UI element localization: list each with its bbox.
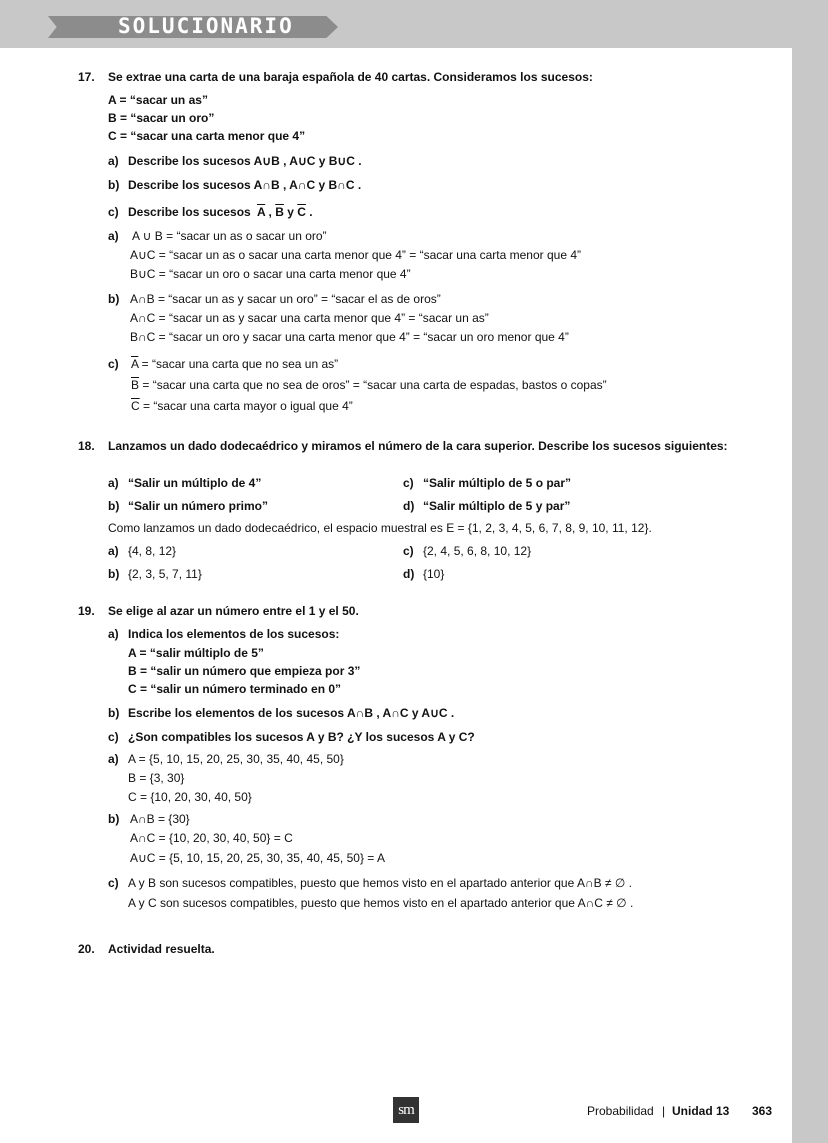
q19-event-b: B = “salir un número que empieza por 3” — [128, 664, 361, 678]
q18-number: 18. — [78, 439, 95, 453]
q17-ans-a-3: B∪C = “sacar un oro o sacar una carta menor que 4” — [130, 267, 411, 281]
q17-statement: Se extrae una carta de una baraja española de 40 cartas. Consideramos los sucesos: — [108, 70, 593, 84]
q17-ans-b-2: A∩C = “sacar un as y sacar una carta menor que 4” = “sacar un as” — [130, 311, 489, 325]
footer-subject: Probabilidad — [587, 1104, 654, 1118]
q17-part-c — [128, 205, 313, 220]
q18-ans-c-label: c) — [403, 544, 414, 558]
q18-ans-b: {2, 3, 5, 7, 11} — [128, 567, 202, 581]
q18-ans-d: {10} — [423, 567, 445, 581]
q19-number: 19. — [78, 604, 95, 618]
q19-ans-c-1: A y B son sucesos compatibles, puesto que hemos visto en el apartado anterior que A∩B ≠ ∅ . — [128, 876, 632, 890]
q17-part-a-label: a) — [108, 154, 119, 168]
q17-ans-a-2: A∪C = “sacar un as o sacar una carta menor que 4” = “sacar una carta menor que 4” — [130, 248, 582, 262]
q19-ans-b-2: A∩C = {10, 20, 30, 40, 50} = C — [130, 831, 293, 845]
q18-part-b-label: b) — [108, 499, 120, 513]
q18-ans-d-label: d) — [403, 567, 415, 581]
q17-ans-a-1: A ∪ B = “sacar un as o sacar un oro” — [132, 229, 327, 243]
q17-event-b: B = “sacar un oro” — [108, 111, 215, 125]
footer-separator: | — [662, 1104, 666, 1118]
q19-ans-a-3: C = {10, 20, 30, 40, 50} — [128, 790, 252, 804]
q20-statement: Actividad resuelta. — [108, 942, 215, 956]
q17-part-a: Describe los sucesos A∪B , A∪C y B∪C . — [128, 154, 362, 168]
q18-sample-space: Como lanzamos un dado dodecaédrico, el espacio muestral es E = {1, 2, 3, 4, 5, 6, 7, 8, 9, 10, 11, 12}. — [108, 521, 652, 535]
q19-event-a: A = “salir múltiplo de 5” — [128, 646, 264, 660]
page-title: SOLUCIONARIO — [118, 14, 294, 38]
q17-ans-c-label: c) — [108, 357, 119, 371]
sep: . — [305, 205, 313, 219]
q19-ans-c-label: c) — [108, 876, 119, 890]
q18-part-d-label: d) — [403, 499, 415, 513]
text: = “sacar una carta que no sea un as” — [138, 357, 339, 371]
q17-ans-c-1 — [131, 357, 338, 372]
sep: y — [283, 205, 298, 219]
q19-ans-c-2: A y C son sucesos compatibles, puesto que hemos visto en el apartado anterior que A∩C ≠ ∅ . — [128, 896, 634, 910]
q18-statement: Lanzamos un dado dodecaédrico y miramos el número de la cara superior. Describe los sucesos siguientes: — [108, 439, 728, 453]
q19-ans-a-1: A = {5, 10, 15, 20, 25, 30, 35, 40, 45, 50} — [128, 752, 344, 766]
q17-ans-c-2 — [131, 378, 607, 393]
q19-ans-a-label: a) — [108, 752, 119, 766]
q17-event-a: A = “sacar un as” — [108, 93, 208, 107]
q19-part-b: Escribe los elementos de los sucesos A∩B , A∩C y A∪C . — [128, 706, 455, 720]
q18-ans-a: {4, 8, 12} — [128, 544, 177, 558]
page-number: 363 — [752, 1104, 773, 1118]
q19-part-a: Indica los elementos de los sucesos: — [128, 627, 340, 641]
q18-part-c: “Salir múltiplo de 5 o par” — [423, 476, 572, 490]
q18-ans-a-label: a) — [108, 544, 119, 558]
q19-ans-a-2: B = {3, 30} — [128, 771, 185, 785]
q20-number: 20. — [78, 942, 95, 956]
q19-ans-b-1: A∩B = {30} — [130, 812, 190, 826]
complement-c: $\overline{C}$ — [131, 399, 140, 413]
q18-part-a: “Salir un múltiplo de 4” — [128, 476, 262, 490]
q18-ans-b-label: b) — [108, 567, 120, 581]
q19-ans-b-label: b) — [108, 812, 120, 826]
q18-part-b: “Salir un número primo” — [128, 499, 269, 513]
complement-c: $\overline{C}$ — [297, 205, 306, 219]
q18-part-c-label: c) — [403, 476, 414, 490]
q19-part-c-label: c) — [108, 730, 119, 744]
q18-part-d: “Salir múltiplo de 5 y par” — [423, 499, 571, 513]
q17-part-c-label: c) — [108, 205, 119, 219]
q19-part-c: ¿Son compatibles los sucesos A y B? ¿Y los sucesos A y C? — [128, 730, 475, 744]
complement-b: $\overline{B}$ — [131, 378, 140, 392]
q17-ans-a-label: a) — [108, 229, 119, 243]
q17-ans-b-1: A∩B = “sacar un as y sacar un oro” = “sacar el as de oros” — [130, 292, 441, 306]
q17-ans-b-3: B∩C = “sacar un oro y sacar una carta menor que 4” = “sacar un oro menor que 4” — [130, 330, 569, 344]
q17-ans-c-3 — [131, 399, 353, 414]
sep: , — [265, 205, 276, 219]
footer-unit: Unidad 13 — [672, 1104, 730, 1118]
complement-a: $\overline{A}$ — [256, 205, 266, 219]
header-banner — [0, 0, 828, 48]
text: = “sacar una carta mayor o igual que 4” — [139, 399, 353, 413]
publisher-logo: sm — [393, 1097, 419, 1123]
q18-part-a-label: a) — [108, 476, 119, 490]
complement-b: $\overline{B}$ — [275, 205, 284, 219]
q19-part-a-label: a) — [108, 627, 119, 641]
q17-part-b: Describe los sucesos A∩B , A∩C y B∩C . — [128, 178, 362, 192]
q17-part-c-text: Describe los sucesos — [128, 205, 251, 219]
q17-event-c: C = “sacar una carta menor que 4” — [108, 129, 306, 143]
complement-a: $\overline{A}$ — [131, 357, 139, 371]
text: = “sacar una carta que no sea de oros” = “sacar una carta de espadas, bastos o copas” — [139, 378, 607, 392]
q19-ans-b-3: A∪C = {5, 10, 15, 20, 25, 30, 35, 40, 45, 50} = A — [130, 851, 385, 865]
q17-ans-b-label: b) — [108, 292, 120, 306]
q17-number: 17. — [78, 70, 95, 84]
q17-part-b-label: b) — [108, 178, 120, 192]
q19-part-b-label: b) — [108, 706, 120, 720]
q18-ans-c: {2, 4, 5, 6, 8, 10, 12} — [423, 544, 532, 558]
q19-event-c: C = “salir un número terminado en 0” — [128, 682, 342, 696]
q19-statement: Se elige al azar un número entre el 1 y el 50. — [108, 604, 359, 618]
